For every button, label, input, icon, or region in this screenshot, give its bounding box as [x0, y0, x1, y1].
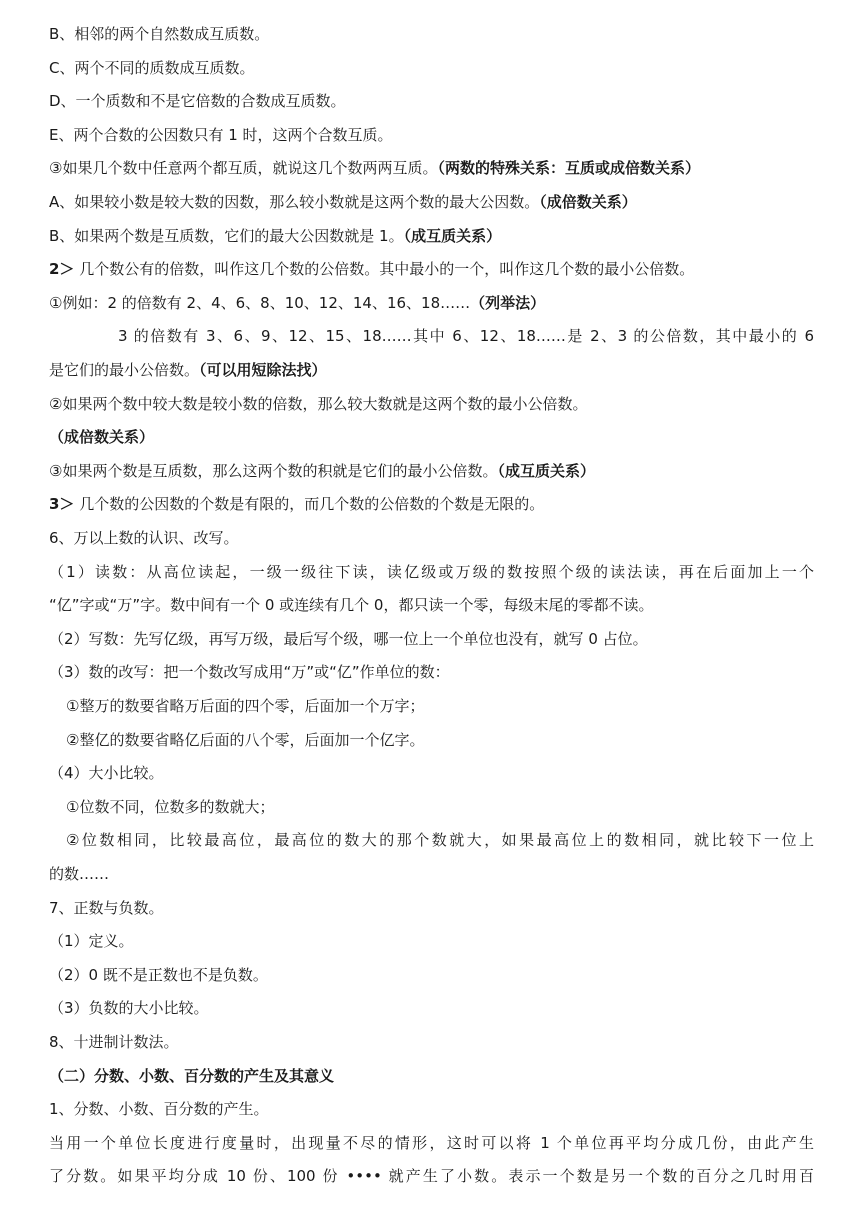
emphasis-text: （成倍数关系） — [539, 193, 637, 211]
line-text: 几个数的公因数的个数是有限的，而几个数的公倍数的个数是无限的。 — [74, 495, 545, 513]
line-text: E、两个合数的公因数只有 1 时，这两个合数互质。 — [49, 126, 393, 144]
text-line-9 — [49, 293, 814, 313]
text-line-20 — [49, 662, 814, 682]
line-text: ①例如：2 的倍数有 2、4、6、8、10、12、14、16、18…… — [49, 294, 471, 312]
line-text: ②位数相同，比较最高位，最高位的数大的那个数就大，如果最高位上的数相同，就比较下一位上 — [66, 831, 814, 849]
text-line-25 — [66, 830, 814, 850]
text-line-11 — [49, 360, 814, 380]
line-text: 1、分数、小数、百分数的产生。 — [49, 1100, 269, 1118]
text-line-18 — [49, 595, 814, 615]
emphasis-text: （成互质关系） — [403, 227, 502, 245]
text-line-13 — [49, 427, 814, 447]
line-text: （3）数的改写：把一个数改写成用“万”或“亿”作单位的数： — [49, 663, 450, 681]
text-line-16 — [49, 528, 814, 548]
text-line-15 — [49, 494, 814, 514]
text-line-24 — [66, 797, 814, 817]
text-line-2 — [49, 58, 814, 78]
line-text: “亿”字或“万”字。数中间有一个 0 或连续有几个 0，都只读一个零，每级末尾的零都不读。 — [49, 596, 654, 614]
line-text: D、一个质数和不是它倍数的合数成互质数。 — [49, 92, 346, 110]
text-line-6 — [49, 192, 814, 212]
text-line-1 — [49, 24, 814, 44]
line-text: ②整亿的数要省略亿后面的八个零，后面加一个亿字。 — [66, 731, 425, 749]
line-text: ③如果两个数是互质数，那么这两个数的积就是它们的最小公倍数。 — [49, 462, 498, 480]
item-number: 2＞ — [49, 260, 75, 278]
line-text: ②如果两个数中较大数是较小数的倍数，那么较大数就是这两个数的最小公倍数。 — [49, 395, 588, 413]
text-line-3 — [49, 91, 814, 111]
text-line-7 — [49, 226, 814, 246]
text-line-34 — [49, 1133, 814, 1153]
text-line-4 — [49, 125, 814, 145]
text-line-31 — [49, 1032, 814, 1052]
text-line-8 — [49, 259, 814, 279]
emphasis-text: （成倍数关系） — [49, 428, 155, 446]
line-text: （1）读数：从高位读起，一级一级往下读，读亿级或万级的数按照个级的读法读，再在后面加上一个 — [49, 563, 814, 581]
heading-text: （二）分数、小数、百分数的产生及其意义 — [49, 1067, 335, 1085]
text-line-30 — [49, 998, 814, 1018]
line-text: 几个数公有的倍数，叫作这几个数的公倍数。其中最小的一个，叫作这几个数的最小公倍数。 — [74, 260, 695, 278]
emphasis-text: （成互质关系） — [497, 462, 595, 480]
line-text: 6、万以上数的认识、改写。 — [49, 529, 239, 547]
line-text: B、相邻的两个自然数成互质数。 — [49, 25, 270, 43]
line-text: （1）定义。 — [49, 932, 134, 950]
line-text: ①位数不同，位数多的数就大； — [66, 798, 275, 816]
text-line-12 — [49, 394, 814, 414]
line-text: （2）0 既不是正数也不是负数。 — [49, 966, 268, 984]
text-line-33 — [49, 1099, 814, 1119]
emphasis-text: （列举法） — [470, 294, 546, 312]
line-text: （4）大小比较。 — [49, 764, 164, 782]
text-line-28 — [49, 931, 814, 951]
text-line-29 — [49, 965, 814, 985]
line-text: （2）写数：先写亿级，再写万级，最后写个级，哪一位上一个单位也没有，就写 0 占位。 — [49, 630, 648, 648]
line-text: 7、正数与负数。 — [49, 899, 164, 917]
emphasis-text: （两数的特殊关系：互质或成倍数关系） — [437, 159, 700, 177]
line-text: C、两个不同的质数成互质数。 — [49, 59, 255, 77]
text-line-27 — [49, 898, 814, 918]
text-line-22 — [66, 730, 814, 750]
text-line-21 — [66, 696, 814, 716]
line-text: 当用一个单位长度进行度量时，出现量不尽的情形，这时可以将 1 个单位再平均分成几份，由此产生 — [49, 1134, 814, 1152]
line-text: A、如果较小数是较大数的因数，那么较小数就是这两个数的最大公因数。 — [49, 193, 540, 211]
text-line-5 — [49, 158, 814, 178]
line-text: ③如果几个数中任意两个都互质，就说这几个数两两互质。 — [49, 159, 438, 177]
line-text: 了分数。如果平均分成 10 份、100 份 •••• 就产生了小数。表示一个数是另一个数的百分之几时用百 — [49, 1167, 814, 1185]
text-line-17 — [49, 562, 814, 582]
line-text: 8、十进制计数法。 — [49, 1033, 179, 1051]
line-text: 的数…… — [49, 865, 110, 883]
text-line-23 — [49, 763, 814, 783]
line-text: 是它们的最小公倍数。 — [49, 361, 200, 379]
line-text: B、如果两个数是互质数，它们的最大公因数就是 1。 — [49, 227, 404, 245]
item-number: 3＞ — [49, 495, 75, 513]
text-line-14 — [49, 461, 814, 481]
text-line-19 — [49, 629, 814, 649]
line-text: （3）负数的大小比较。 — [49, 999, 209, 1017]
emphasis-text: （可以用短除法找） — [199, 361, 327, 379]
text-line-10 — [118, 326, 814, 346]
text-line-26 — [49, 864, 814, 884]
text-line-35 — [49, 1166, 814, 1186]
line-text: ①整万的数要省略万后面的四个零，后面加一个万字； — [66, 697, 425, 715]
section-heading — [49, 1066, 814, 1086]
line-text: 3 的倍数有 3、6、9、12、15、18……其中 6、12、18……是 2、3 的公倍数，其中最小的 6 — [118, 327, 814, 345]
